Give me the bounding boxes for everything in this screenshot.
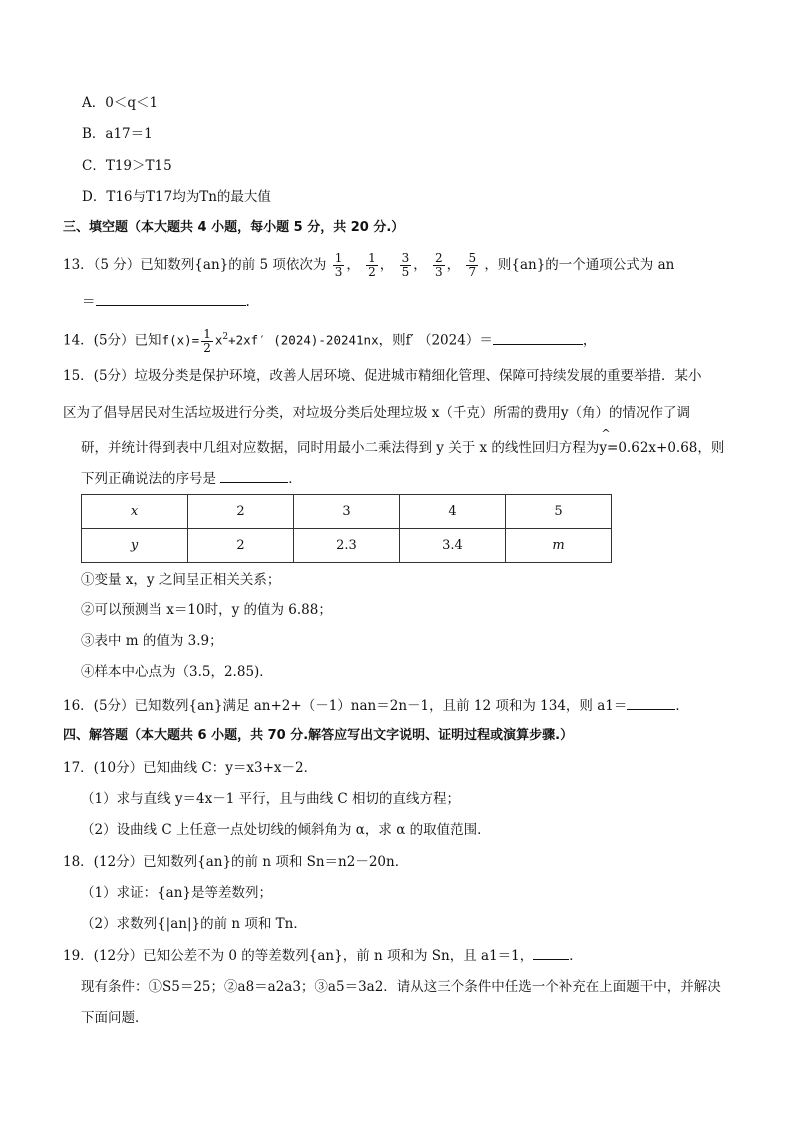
question-13-answer-line <box>82 291 250 312</box>
question-17: 17．(10分）已知曲线 C：y＝x3+x－2． <box>63 760 318 776</box>
q13-frac1-den: 3 <box>334 265 343 279</box>
table-cell: 2.3 <box>294 529 400 563</box>
question-18: 18．(12分）已知数列{an}的前 n 项和 Sn＝n2－20n． <box>63 854 409 870</box>
question-19-conditions: 现有条件：①S5＝25；②a8＝a2a3；③a5＝3a2．请从这三个条件中任选一个补充在上面题干中，并解决 <box>81 979 721 995</box>
q16-answer-blank[interactable] <box>627 695 675 710</box>
q13-frac2-num: 1 <box>368 251 376 265</box>
q14-fraction <box>201 328 213 355</box>
q15-line4-suffix: ． <box>288 471 302 487</box>
question-17-part-2: （2）设曲线 C 上任意一点处切线的倾斜角为 α，求 α 的取值范围． <box>81 822 491 838</box>
question-17-part-1: （1）求与直线 y＝4x－1 平行，且与曲线 C 相切的直线方程； <box>81 791 461 807</box>
question-15-line-4 <box>81 468 302 489</box>
option-b: B．a17＝1 <box>82 126 153 142</box>
question-14 <box>63 327 596 355</box>
table-cell <box>82 529 188 563</box>
q13-fraction-5 <box>466 252 478 279</box>
table-cell: 4 <box>400 495 506 529</box>
statement-1: ①变量 x，y 之间呈正相关关系； <box>81 572 281 588</box>
q14-answer-blank[interactable] <box>493 330 583 345</box>
q13-prefix: 13．（5 分）已知数列{an}的前 5 项依次为 <box>63 257 327 273</box>
q14-prefix: 14．(5分）已知 <box>63 332 162 349</box>
q13-equals: ＝ <box>82 294 96 310</box>
section-4-heading: 四、解答题（本大题共 6 小题，共 70 分.解答应写出文字说明、证明过程或演算步骤.） <box>63 728 574 743</box>
q19-stem: 19．(12分）已知公差不为 0 的等差数列{an}，前 n 项和为 Sn，且 a1＝1， <box>63 948 534 964</box>
q13-answer-blank[interactable] <box>96 291 246 306</box>
q15-line3-text: 研，并统计得到表中几组对应数据，同时用最小二乘法得到 y 关于 x 的线性回归方程为 <box>81 440 600 456</box>
question-15-line-2: 区为了倡导居民对生活垃圾进行分类，对垃圾分类后处理垃圾 x（千克）所需的费用y（角）的情况作了调 <box>63 405 691 421</box>
table-header-y: y <box>130 538 139 553</box>
table-cell: 5 <box>506 495 612 529</box>
q14-formula-c: +2xf′ (2024)-20241nx <box>228 332 379 348</box>
q14-frac-den: 2 <box>203 340 211 355</box>
q13-frac3-den: 5 <box>401 265 410 279</box>
regression-hat: ^ <box>601 427 611 440</box>
statement-3: ③表中 m 的值为 3.9； <box>81 633 223 649</box>
q13-period: . <box>245 294 250 310</box>
q13-fraction-1 <box>333 252 345 279</box>
q14-suffix: ， <box>582 332 597 349</box>
q13-fraction-2 <box>366 252 378 279</box>
table-cell-m: m <box>552 538 565 553</box>
question-19-conditions-end: 下面问题． <box>81 1010 149 1026</box>
q14-frac-num: 1 <box>203 326 211 341</box>
option-a: A．0＜q＜1 <box>82 95 159 111</box>
q16-prefix: 16．(5分）已知数列{an}满足 an+2+（－1）nan＝2n－1，且前 12 项和为 134，则 a1＝ <box>63 698 628 714</box>
question-19 <box>63 945 583 966</box>
option-d: D．T16与T17均为Tn的最大值 <box>82 189 271 205</box>
table-row-x <box>82 495 612 529</box>
data-table <box>81 494 612 563</box>
q15-line4-prefix: 下列正确说法的序号是 <box>81 471 216 487</box>
q13-suffix: ，则{an}的一个通项公式为 an <box>484 257 675 273</box>
q13-frac5-den: 7 <box>468 265 477 279</box>
q19-condition-blank[interactable] <box>533 945 569 960</box>
table-row-y <box>82 529 612 563</box>
q13-frac5-num: 5 <box>468 251 477 265</box>
q13-frac3-num: 3 <box>401 251 410 265</box>
q13-frac2-den: 2 <box>368 265 376 279</box>
table-cell: 2 <box>188 529 294 563</box>
question-18-part-1: （1）求证：{an}是等差数列； <box>81 885 273 901</box>
q13-fraction-4 <box>433 252 445 279</box>
q16-suffix: ． <box>675 698 689 714</box>
q14-formula-a: f(x)= <box>161 332 200 348</box>
question-16 <box>63 695 689 716</box>
statement-2: ②可以预测当 x＝10时，y 的值为 6.88； <box>81 602 332 618</box>
question-15-line-1: 15．(5分）垃圾分类是保护环境，改善人居环境、促进城市精细化管理、保障可持续发展的重要举措．某小 <box>63 368 702 384</box>
table-cell: 3 <box>294 495 400 529</box>
regression-equation: y=0.62x+0.68，则 <box>599 440 725 456</box>
table-cell: 3.4 <box>400 529 506 563</box>
q19-stem-suffix: ． <box>569 948 583 964</box>
q14-formula-b: x <box>214 332 223 348</box>
section-3-heading: 三、填空题（本大题共 4 小题，每小题 5 分，共 20 分.） <box>63 220 405 235</box>
table-header-x: x <box>130 504 139 519</box>
q14-middle: ，则f′ （2024）＝ <box>378 332 493 349</box>
q13-frac1-num: 1 <box>334 251 343 265</box>
question-13: 13．（5 分）已知数列{an}的前 5 项依次为 $\frac{1}{3}$ ， $\frac{1}{2}$ ， $\frac{3}{5}$ ， $\frac{2}{3}$ ， $\frac{5}{7}$ ，则{an}的一个通项公式为 an <box>63 251 675 279</box>
table-cell <box>82 495 188 529</box>
q14-exponent: 2 <box>222 332 229 342</box>
option-c: C．T19＞T15 <box>82 158 172 174</box>
q13-frac4-num: 2 <box>435 251 443 265</box>
q15-answer-blank[interactable] <box>220 468 288 483</box>
table-cell <box>506 529 612 563</box>
q13-frac4-den: 3 <box>435 265 443 279</box>
q13-fraction-3 <box>400 252 412 279</box>
table-cell: 2 <box>188 495 294 529</box>
question-18-part-2: （2）求数列{|an|}的前 n 项和 Tn． <box>81 916 307 932</box>
statement-4: ④样本中心点为（3.5，2.85)． <box>81 664 273 680</box>
question-15-line-3 <box>81 427 725 458</box>
